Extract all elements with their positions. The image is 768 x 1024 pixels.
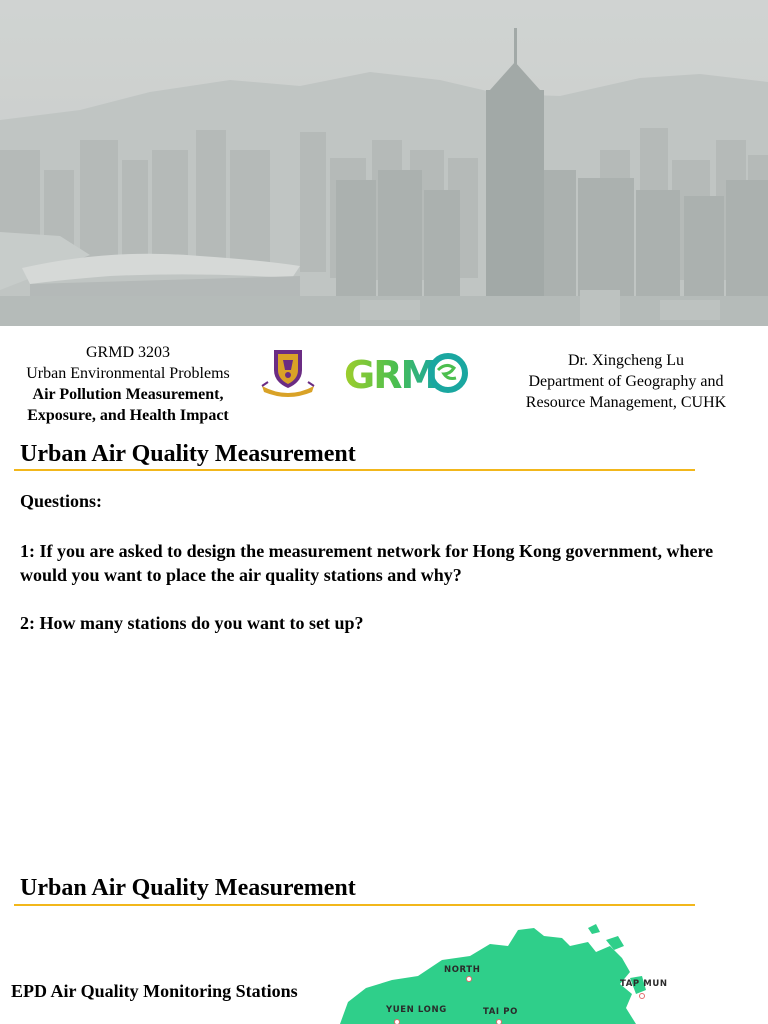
slide2-title-rule — [14, 904, 695, 906]
station-marker-tap-mun — [640, 994, 645, 999]
map-label-tap-mun: TAP MUN — [620, 979, 668, 989]
course-info — [8, 342, 248, 426]
question-1: 1: If you are asked to design the measurement network for Hong Kong government, where would you want to place the air quality stations and why? — [20, 541, 714, 585]
slide1-title-rule — [14, 469, 695, 471]
author-info — [500, 350, 752, 413]
grmd-logo — [342, 350, 470, 396]
author-dept-line1: Department of Geography and — [528, 373, 724, 390]
map-label-yuen-long: YUEN LONG — [386, 1005, 447, 1015]
station-marker-yuen-long — [395, 1020, 400, 1024]
author-dept-line2: Resource Management, CUHK — [525, 394, 727, 411]
station-marker-tai-po — [497, 1020, 502, 1024]
course-name: Urban Environmental Problems — [26, 365, 230, 382]
map-label-tai-po: TAI PO — [483, 1007, 518, 1017]
question-2: 2: How many stations do you want to set up? — [20, 613, 364, 633]
lecture-title-line2: Exposure, and Health Impact — [27, 407, 229, 424]
lecture-title-line1: Air Pollution Measurement, — [32, 386, 224, 403]
map-label-north: NORTH — [444, 965, 481, 975]
station-marker-north — [467, 977, 472, 982]
author-name: Dr. Xingcheng Lu — [568, 352, 684, 369]
slide2-title: Urban Air Quality Measurement — [20, 875, 356, 901]
course-code: GRMD 3203 — [85, 344, 170, 361]
svg-text:GRM: GRM — [344, 353, 437, 397]
questions-heading: Questions: — [20, 491, 103, 511]
hong-kong-station-map — [330, 916, 668, 1024]
cuhk-crest-icon — [258, 348, 318, 398]
monitoring-stations-subtitle: EPD Air Quality Monitoring Stations — [11, 981, 298, 1001]
slide1-title: Urban Air Quality Measurement — [20, 441, 356, 467]
hazy-skyline-photo — [0, 0, 768, 326]
